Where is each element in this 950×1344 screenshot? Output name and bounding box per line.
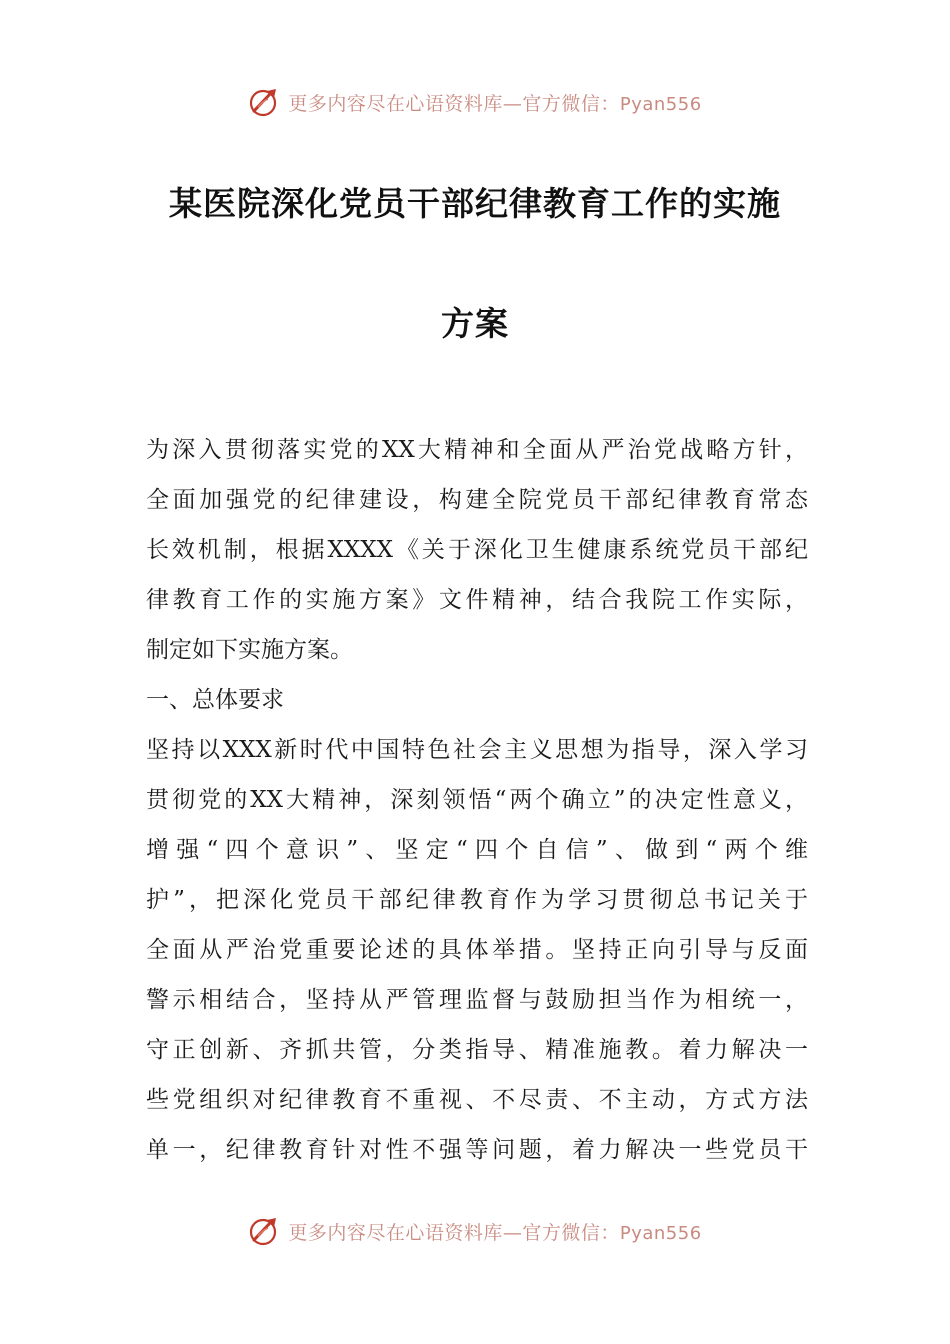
watermark-wechat-id: Pyan556 xyxy=(619,1222,702,1244)
pen-logo-icon xyxy=(248,1214,282,1248)
watermark-text-cn: 更多内容尽在心语资料库—官方微信： xyxy=(288,1221,620,1244)
body-line: 全面从严治党重要论述的具体举措。坚持正向引导与反面 xyxy=(146,937,808,963)
body-line: 守正创新、齐抓共管，分类指导、精准施教。着力解决一 xyxy=(146,1037,808,1063)
watermark-text-cn: 更多内容尽在心语资料库—官方微信： xyxy=(288,92,620,115)
body-line: 单一，纪律教育针对性不强等问题，着力解决一些党员干 xyxy=(146,1137,808,1163)
document-body xyxy=(146,425,808,1175)
body-line: 些党组织对纪律教育不重视、不尽责、不主动，方式方法 xyxy=(146,1087,808,1113)
body-line: 为深入贯彻落实党的XX大精神和全面从严治党战略方针， xyxy=(146,437,808,463)
pen-logo-icon xyxy=(248,85,282,119)
body-line: 增强“四个意识”、坚定“四个自信”、做到“两个维 xyxy=(146,837,808,863)
watermark-wechat-id: Pyan556 xyxy=(619,93,702,115)
watermark-text xyxy=(288,1218,701,1245)
body-line: 全面加强党的纪律建设，构建全院党员干部纪律教育常态 xyxy=(146,487,808,513)
document-title-line-2: 方案 xyxy=(441,304,509,343)
body-line: 警示相结合，坚持从严管理监督与鼓励担当作为相统一， xyxy=(146,987,808,1013)
header-watermark xyxy=(0,82,950,122)
watermark-text xyxy=(288,89,701,116)
body-line: 长效机制，根据XXXX《关于深化卫生健康系统党员干部纪 xyxy=(146,537,808,563)
footer-watermark xyxy=(0,1211,950,1251)
body-line: 贯彻党的XX大精神，深刻领悟“两个确立”的决定性意义， xyxy=(146,787,808,813)
document-title-line-1: 某医院深化党员干部纪律教育工作的实施 xyxy=(169,184,781,223)
body-line: 坚持以XXX新时代中国特色社会主义思想为指导，深入学习 xyxy=(146,737,808,763)
body-line: 护”，把深化党员干部纪律教育作为学习贯彻总书记关于 xyxy=(146,887,808,913)
body-line: 律教育工作的实施方案》文件精神，结合我院工作实际， xyxy=(146,587,808,613)
body-line: 制定如下实施方案。 xyxy=(146,637,353,663)
section-heading: 一、总体要求 xyxy=(146,687,284,713)
